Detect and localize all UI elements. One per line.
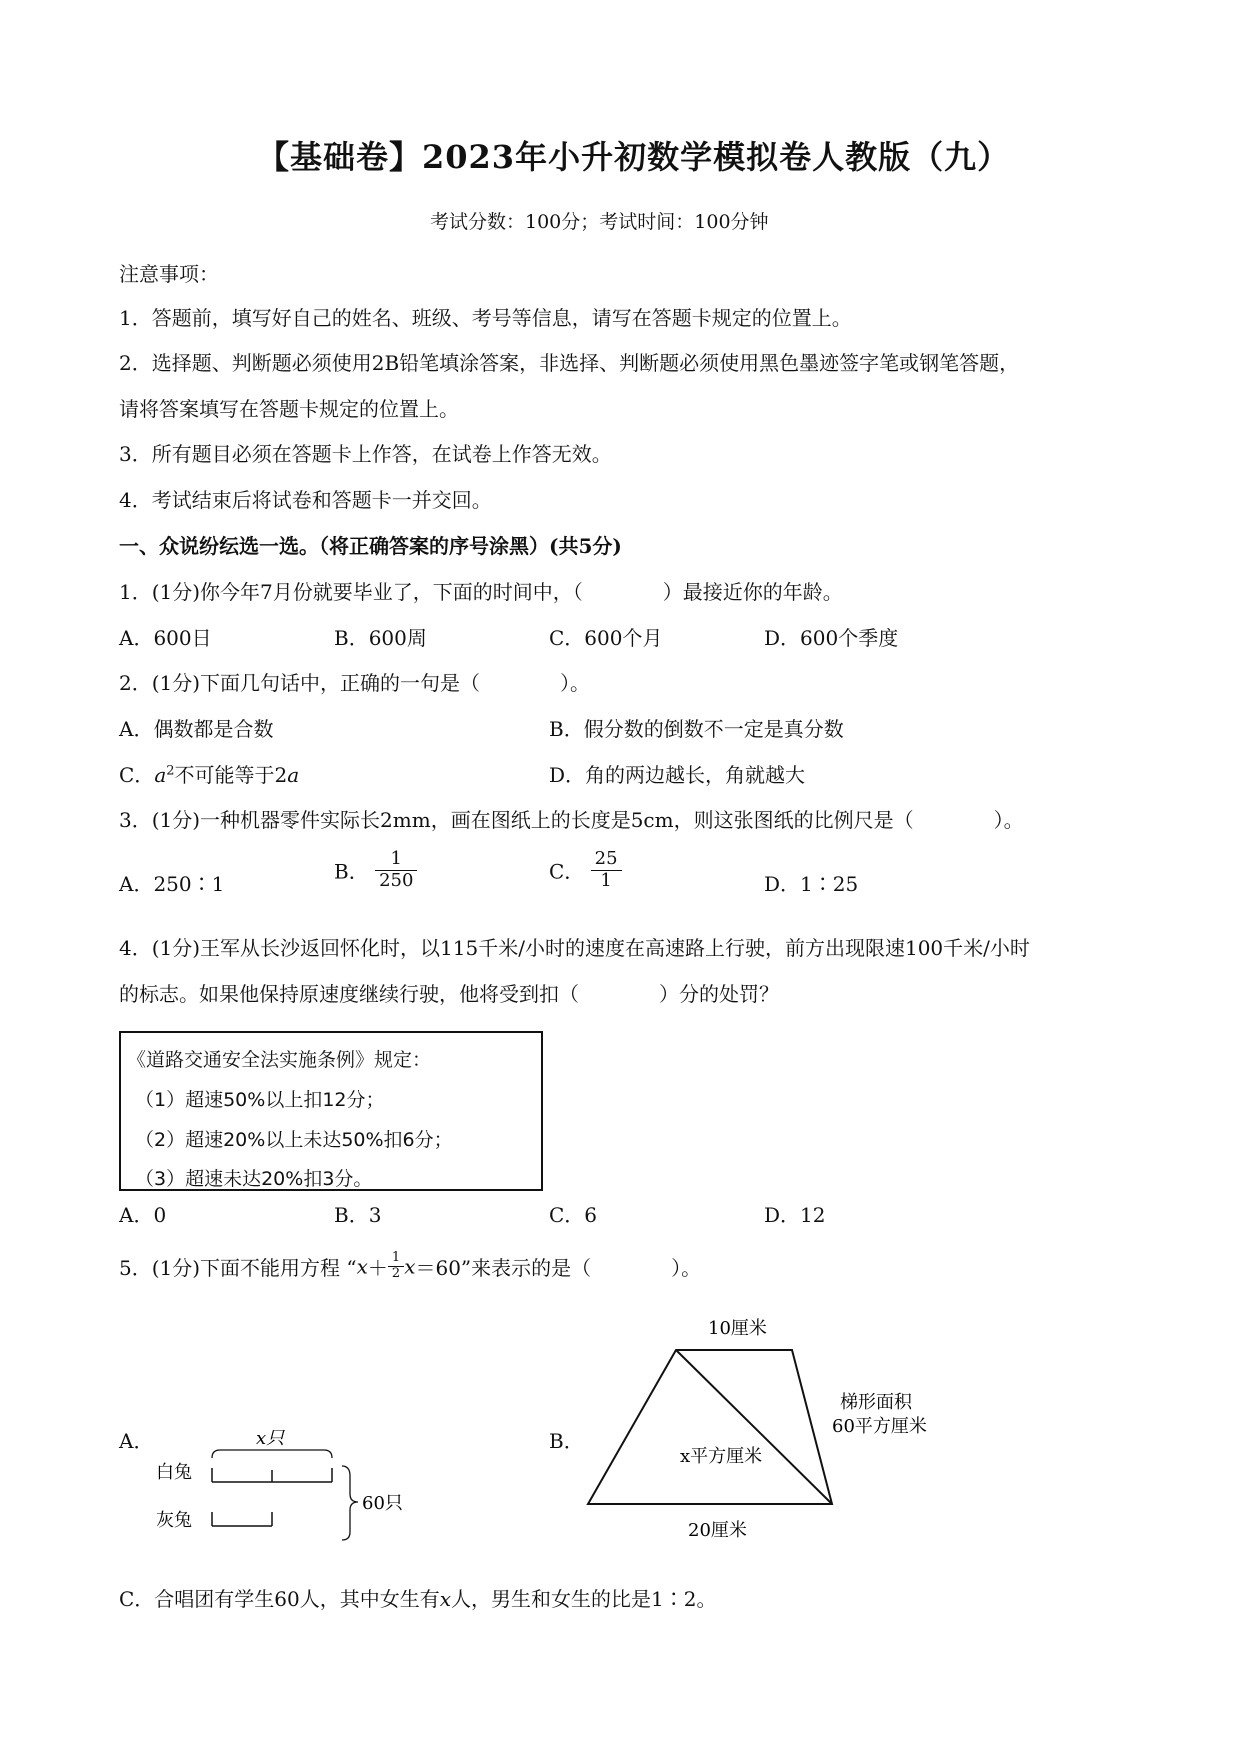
denominator: 250 <box>379 869 414 891</box>
q3-option-b <box>334 849 417 891</box>
question-4-text: 4．(1分)王军从长沙返回怀化时，以115千米/小时的速度在高速路上行驶，前方出现限速100千米/小时 <box>119 936 1030 960</box>
rule-title: 《道路交通安全法实施条例》规定： <box>127 1049 432 1071</box>
fraction <box>388 1251 404 1282</box>
question-5-text <box>119 1251 701 1282</box>
total-label: 60只 <box>362 1493 403 1514</box>
numerator: 25 <box>591 849 622 871</box>
q2-option-b: B．假分数的倒数不一定是真分数 <box>549 717 844 741</box>
variable-x: x <box>404 1254 416 1279</box>
fraction <box>375 849 417 891</box>
q3-option-b-label: B． <box>334 859 369 884</box>
bottom-edge-label: 20厘米 <box>688 1520 747 1541</box>
q2-option-c-mid: 不可能等于2 <box>174 763 288 787</box>
total-brace <box>342 1466 358 1540</box>
question-3-text: 3．(1分)一种机器零件实际长2mm，画在图纸上的长度是5cm，则这张图纸的比例尺是（ ）。 <box>119 808 1024 832</box>
traffic-rules-box <box>119 1031 543 1191</box>
page-title: 【基础卷】2023年小升初数学模拟卷人教版（九） <box>257 138 1011 176</box>
q4-option-a: A．0 <box>119 1203 167 1227</box>
rule-item: （1）超速50%以上扣12分； <box>135 1089 385 1111</box>
q3-option-d: D．1∶25 <box>764 872 859 896</box>
q5-suffix: ＝60”来表示的是（ ）。 <box>415 1255 702 1280</box>
row-label-white: 白兔 <box>156 1462 192 1483</box>
notice-item: 1．答题前，填写好自己的姓名、班级、考号等信息，请写在答题卡规定的位置上。 <box>119 306 852 330</box>
rule-item: （3）超速未达20%扣3分。 <box>135 1168 373 1190</box>
q1-option-b: B．600周 <box>334 626 427 650</box>
q1-option-c: C．600个月 <box>549 626 663 650</box>
trapezoid-shape <box>588 1350 832 1504</box>
diagonal-line <box>676 1350 832 1504</box>
q2-option-c <box>119 759 299 788</box>
triangle-area-label: x平方厘米 <box>680 1446 763 1467</box>
top-label: x只 <box>256 1428 285 1449</box>
variable-a: a <box>154 763 167 787</box>
q2-option-c-prefix: C． <box>119 763 155 787</box>
q5-option-a-label: A． <box>119 1429 154 1453</box>
trapezoid-diagram <box>580 1310 960 1555</box>
q3-option-a: A．250∶1 <box>119 872 225 896</box>
variable-x: x <box>356 1254 368 1279</box>
notice-item: 3．所有题目必须在答题卡上作答，在试卷上作答无效。 <box>119 442 612 466</box>
top-edge-label: 10厘米 <box>708 1318 767 1339</box>
fraction <box>591 849 622 891</box>
q4-option-d: D．12 <box>764 1203 826 1227</box>
denominator: 2 <box>391 1265 401 1281</box>
variable-x: x <box>439 1587 452 1611</box>
q1-option-a: A．600日 <box>119 626 212 650</box>
numerator: 1 <box>375 849 417 871</box>
question-4-text: 的标志。如果他保持原速度继续行驶，他将受到扣（ ）分的处罚？ <box>119 982 779 1006</box>
q5-option-c-prefix: C．合唱团有学生60人，其中女生有 <box>119 1587 440 1611</box>
q5-option-b-label: B． <box>549 1429 584 1453</box>
q3-option-c-label: C． <box>549 859 585 884</box>
notice-item: 2．选择题、判断题必须使用2B铅笔填涂答案，非选择、判断题必须使用黑色墨迹签字笔或钢笔答题， <box>119 351 1020 375</box>
question-1-text: 1．(1分)你今年7月份就要毕业了，下面的时间中，（ ）最接近你的年龄。 <box>119 580 843 604</box>
q5-option-c-suffix: 人，男生和女生的比是1∶2。 <box>451 1587 717 1611</box>
rabbit-bar-diagram <box>148 1420 428 1550</box>
q5-option-c <box>119 1583 717 1612</box>
section-heading: 一、众说纷纭选一选。（将正确答案的序号涂黑）(共5分) <box>119 534 622 558</box>
q4-option-b: B．3 <box>334 1203 382 1227</box>
q1-option-d: D．600个季度 <box>764 626 899 650</box>
plus-sign: ＋ <box>367 1255 388 1280</box>
area-label-line2: 60平方厘米 <box>832 1416 927 1437</box>
q4-option-c: C．6 <box>549 1203 598 1227</box>
area-label-line1: 梯形面积 <box>840 1392 912 1413</box>
denominator: 1 <box>600 869 612 891</box>
notice-heading: 注意事项： <box>119 262 219 286</box>
q3-option-c <box>549 849 622 891</box>
exam-info: 考试分数：100分；考试时间：100分钟 <box>430 211 769 233</box>
rule-item: （2）超速20%以上未达50%扣6分； <box>135 1129 453 1151</box>
q5-prefix: 5．(1分)下面不能用方程 “ <box>119 1255 357 1280</box>
row-label-grey: 灰兔 <box>156 1510 192 1531</box>
numerator: 1 <box>388 1251 404 1267</box>
exponent: 2 <box>166 763 175 779</box>
question-2-text: 2．(1分)下面几句话中，正确的一句是（ ）。 <box>119 671 591 695</box>
q2-option-d: D．角的两边越长，角就越大 <box>549 763 806 787</box>
notice-item: 4．考试结束后将试卷和答题卡一并交回。 <box>119 488 492 512</box>
notice-item: 请将答案填写在答题卡规定的位置上。 <box>119 397 459 421</box>
top-brace <box>212 1450 332 1458</box>
variable-a: a <box>287 763 300 787</box>
q2-option-a: A．偶数都是合数 <box>119 717 274 741</box>
